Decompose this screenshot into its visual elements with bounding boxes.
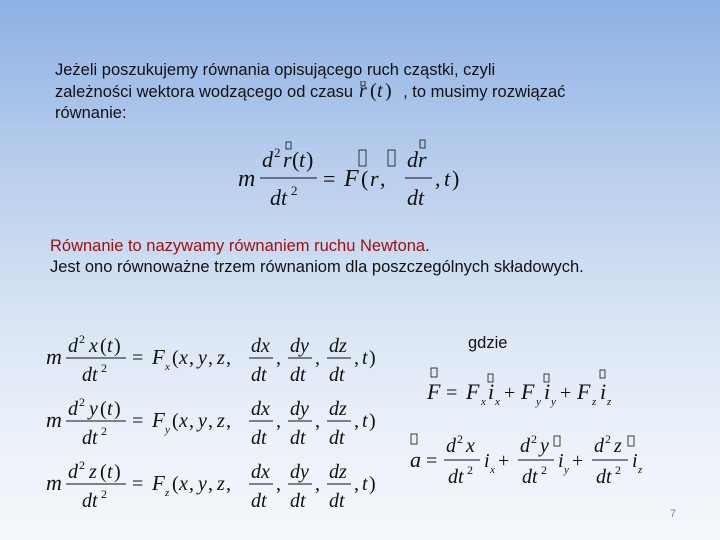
svg-text:dt: dt [290,364,306,386]
svg-text:y: y [89,398,98,420]
svg-text:t: t [362,473,368,495]
svg-text:t: t [299,147,306,172]
intro-paragraph [55,60,565,124]
svg-text:m: m [46,407,62,432]
svg-text:): ) [306,147,314,172]
svg-text:t: t [444,166,451,191]
acceleration-decomposition [408,428,668,493]
svg-text:,: , [435,166,441,191]
svg-text:y: y [536,396,541,408]
svg-text:z: z [217,473,225,495]
newton-sentence [50,236,584,278]
component-equations [44,330,389,520]
svg-text:x: x [165,361,170,373]
gdzie-label: gdzie [468,334,508,352]
svg-text:,: , [276,410,281,432]
svg-text:(: ( [370,81,377,101]
svg-text:z: z [592,396,597,408]
svg-text:y: y [198,347,207,369]
svg-text:=: = [132,347,144,369]
sentence-red-text: Równanie to nazywamy równaniem ruchu Newtona [50,237,426,255]
equation-z [46,458,376,512]
svg-text:2: 2 [79,458,85,472]
svg-text:dt: dt [329,490,345,512]
svg-text:): ) [385,81,392,101]
svg-text:dt: dt [290,490,306,512]
svg-text:,: , [208,347,213,369]
svg-text:,: , [189,347,194,369]
svg-text:F: F [344,166,359,192]
svg-text:+: + [504,382,516,404]
svg-text:dt: dt [448,466,464,488]
svg-text:=: = [426,450,438,472]
svg-text:i: i [632,450,638,472]
svg-text:,: , [380,166,386,191]
sentence-line-2: Jest ono równoważne trzem równaniom dla poszczególnych składowych. [50,258,584,276]
svg-text:x: x [89,335,98,357]
svg-text:z: z [165,487,170,499]
svg-text:F: F [152,408,165,432]
svg-text:d: d [520,435,530,457]
svg-text:F: F [521,379,535,404]
sentence-period: . [425,237,430,255]
svg-text:x: x [481,396,486,408]
svg-text:d: d [68,335,78,357]
svg-text:dz: dz [329,335,347,357]
svg-text:2: 2 [101,487,107,501]
svg-text:z: z [638,464,643,476]
svg-text:2: 2 [274,145,281,160]
slide-number: 7 [669,508,676,520]
intro-line-2 [55,81,565,103]
svg-text:dy: dy [290,335,309,357]
svg-text:2: 2 [79,332,85,346]
svg-text:(: ( [361,166,369,191]
svg-text:x: x [495,396,500,408]
newton-equation-vector [230,138,470,218]
svg-text:dt: dt [329,427,345,449]
svg-text:,: , [315,473,320,495]
svg-text:F: F [152,471,165,495]
svg-text:x: x [179,410,188,432]
svg-text:(: ( [100,398,107,420]
svg-text:t: t [377,81,383,101]
svg-text:dt: dt [251,490,267,512]
svg-text:t: t [107,461,113,483]
svg-text:z: z [89,461,97,483]
svg-text:z: z [217,347,225,369]
svg-text:F: F [466,379,480,404]
svg-text:,: , [276,473,281,495]
svg-text:dy: dy [290,398,309,420]
svg-text:2: 2 [541,463,547,477]
svg-text:(: ( [100,335,107,357]
svg-text:dt: dt [82,427,98,449]
svg-text:d: d [594,435,604,457]
sentence-line-1 [50,236,584,257]
svg-text:z: z [607,396,612,408]
svg-text:dx: dx [251,335,270,357]
svg-text:): ) [369,473,376,495]
svg-text:d: d [68,461,78,483]
svg-text:,: , [354,347,359,369]
svg-text:,: , [226,410,231,432]
svg-text:2: 2 [457,432,463,446]
svg-text:dr: dr [407,147,427,172]
svg-text:m: m [46,470,62,495]
force-decomposition [424,366,654,408]
svg-text:(: ( [172,410,179,432]
svg-text:=: = [323,166,336,191]
svg-text:,: , [315,347,320,369]
svg-text:,: , [354,473,359,495]
svg-text:): ) [114,398,121,420]
equation-x [46,332,376,386]
svg-text:(: ( [172,473,179,495]
intro-line-2-start: zależności wektora wodzącego od czasu [55,83,354,101]
svg-text:i: i [484,450,490,472]
svg-text:2: 2 [101,361,107,375]
svg-text:i: i [544,379,551,404]
intro-line-2-end: , to musimy rozwiązać [403,83,566,101]
svg-text:+: + [572,450,584,472]
svg-text:t: t [362,410,368,432]
svg-text:x: x [179,347,188,369]
svg-text:r: r [359,81,367,101]
svg-text:dx: dx [251,461,270,483]
svg-text:d: d [262,147,273,172]
svg-text:y: y [564,464,569,476]
svg-text:m: m [238,166,256,192]
svg-text:i: i [558,450,564,472]
svg-text:,: , [208,410,213,432]
svg-text:): ) [114,461,121,483]
svg-text:F: F [152,345,165,369]
svg-text:a: a [410,447,421,472]
svg-text:dt: dt [596,466,612,488]
svg-text:): ) [369,410,376,432]
svg-text:,: , [276,347,281,369]
svg-text:,: , [226,473,231,495]
svg-text:t: t [362,347,368,369]
equation-y [46,395,376,449]
svg-text:y: y [198,410,207,432]
inline-formula-r-of-t [357,81,399,101]
svg-text:,: , [226,347,231,369]
svg-text:dt: dt [251,427,267,449]
svg-text:=: = [132,473,144,495]
svg-text:i: i [488,379,495,404]
svg-text:,: , [208,473,213,495]
svg-text:,: , [189,410,194,432]
svg-text:,: , [189,473,194,495]
intro-line-1: Jeżeli poszukujemy równania opisującego ruch cząstki, czyli [55,61,496,79]
svg-text:2: 2 [531,432,537,446]
svg-text:dt: dt [407,185,425,210]
svg-text:y: y [198,473,207,495]
svg-text:d: d [68,398,78,420]
svg-text:): ) [452,166,460,191]
svg-text:t: t [107,398,113,420]
svg-text:dt: dt [82,490,98,512]
svg-text:dt: dt [522,466,538,488]
svg-text:2: 2 [79,395,85,409]
svg-text:z: z [614,435,622,457]
svg-text:=: = [132,410,144,432]
svg-text:z: z [217,410,225,432]
svg-text:(: ( [292,147,300,172]
svg-text:2: 2 [291,183,298,198]
svg-text:2: 2 [467,463,473,477]
svg-text:+: + [560,382,572,404]
svg-text:dx: dx [251,398,270,420]
svg-text:(: ( [100,461,107,483]
svg-text:r: r [370,166,379,191]
svg-text:t: t [107,335,113,357]
svg-text:2: 2 [605,432,611,446]
svg-text:dz: dz [329,398,347,420]
svg-text:y: y [540,435,549,457]
svg-text:=: = [446,382,458,404]
svg-text:r: r [283,147,292,172]
svg-text:,: , [315,410,320,432]
svg-text:dt: dt [329,364,345,386]
svg-text:dt: dt [290,427,306,449]
svg-text:x: x [466,435,475,457]
svg-text:2: 2 [101,424,107,438]
svg-text:(: ( [172,347,179,369]
svg-text:2: 2 [615,463,621,477]
svg-text:dy: dy [290,461,309,483]
svg-text:y: y [165,424,170,436]
svg-text:m: m [46,344,62,369]
svg-text:,: , [354,410,359,432]
svg-text:x: x [179,473,188,495]
svg-text:i: i [600,379,607,404]
svg-text:d: d [446,435,456,457]
intro-line-3: równanie: [55,104,127,122]
svg-text:F: F [427,379,441,404]
svg-text:y: y [551,396,556,408]
svg-text:+: + [498,450,510,472]
svg-text:dt: dt [251,364,267,386]
svg-text:x: x [490,464,495,476]
svg-text:dz: dz [329,461,347,483]
svg-text:): ) [369,347,376,369]
svg-text:dt: dt [270,185,288,210]
svg-text:dt: dt [82,364,98,386]
svg-text:): ) [114,335,121,357]
svg-text:F: F [577,379,591,404]
